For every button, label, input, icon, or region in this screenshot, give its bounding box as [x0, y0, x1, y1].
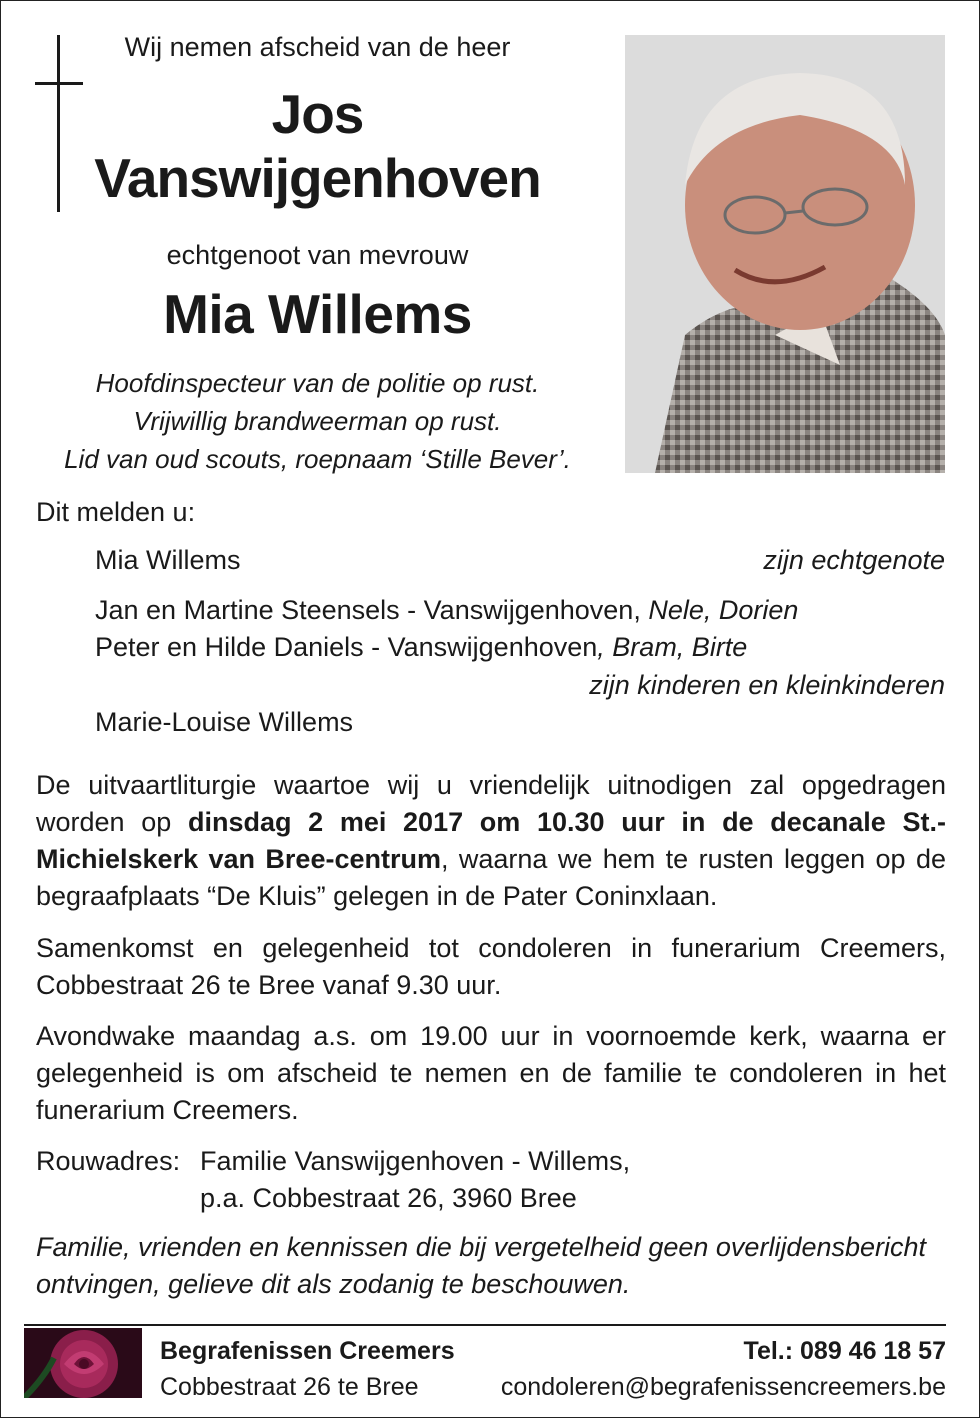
grandchildren: , Bram, Birte [597, 632, 748, 662]
address-label: Rouwadres: [36, 1146, 181, 1176]
announcement-intro: Dit melden u: [36, 497, 196, 527]
intro-line: Wij nemen afscheid van de heer [124, 32, 511, 62]
family-name: Marie-Louise Willems [95, 707, 354, 737]
wake-paragraph: Avondwake maandag a.s. om 19.00 uur in voornoemde kerk, waarna er gelegenheid is om afscheid te nemen en de familie te condoleren in het funerarium Creemers. [36, 1021, 946, 1125]
family-row [95, 592, 945, 629]
title-line: Vrijwillig brandweerman op rust. [133, 406, 502, 436]
family-name: Mia Willems [95, 545, 241, 575]
spouse-name: Mia Willems [163, 283, 472, 345]
spouse-intro: echtgenoot van mevrouw [166, 240, 469, 270]
portrait-photo [625, 35, 945, 473]
family-row [95, 542, 945, 579]
footer-divider [24, 1324, 946, 1326]
deceased-name [20, 82, 615, 210]
family-relation: zijn echtgenote [763, 545, 945, 575]
firm-address: Cobbestraat 26 te Bree [160, 1373, 419, 1401]
firm-email[interactable]: condoleren@begrafenissencreemers.be [500, 1373, 946, 1401]
title-line: Lid van oud scouts, roepnaam ‘Stille Bever’. [64, 444, 571, 474]
deceased-first-name: Jos [271, 83, 364, 145]
funeral-text: De uitvaartliturgie waartoe wij u vriendelijk uitnodigen zal opgedragen worden op [36, 770, 946, 837]
rose-image [24, 1328, 142, 1398]
family-name: Peter en Hilde Daniels - Vanswijgenhoven [95, 632, 598, 662]
firm-phone: Tel.: 089 46 18 57 [743, 1337, 946, 1365]
closing-note: Familie, vrienden en kennissen die bij vergetelheid geen overlijdensbericht ontvingen, gelieve dit als zodanig te beschouwen. [36, 1232, 927, 1299]
firm-name: Begrafenissen Creemers [160, 1337, 455, 1365]
family-name: Jan en Martine Steensels - Vanswijgenhoven, [95, 595, 641, 625]
gathering-paragraph: Samenkomst en gelegenheid tot condoleren in funerarium Creemers, Cobbestraat 26 te Bree vanaf 9.30 uur. [36, 933, 946, 1000]
deceased-last-name: Vanswijgenhoven [94, 147, 541, 209]
family-row [95, 704, 945, 741]
funeral-text: , waarna we hem te rusten leggen op de begraafplaats “De Kluis” gelegen in de Pater Coninxlaan. [36, 844, 946, 911]
grandchildren: Nele, Dorien [648, 595, 799, 625]
family-relation: zijn kinderen en kleinkinderen [589, 670, 945, 700]
titles [20, 364, 615, 478]
address-line: p.a. Cobbestraat 26, 3960 Bree [200, 1183, 577, 1213]
funeral-paragraph [36, 767, 946, 915]
address-line: Familie Vanswijgenhoven - Willems, [200, 1146, 631, 1176]
family-row [95, 629, 945, 666]
funeral-date-location: dinsdag 2 mei 2017 om 10.30 uur in de decanale St.-Michielskerk van Bree-centrum [36, 807, 946, 874]
address [200, 1143, 630, 1217]
title-line: Hoofdinspecteur van de politie op rust. [95, 368, 540, 398]
